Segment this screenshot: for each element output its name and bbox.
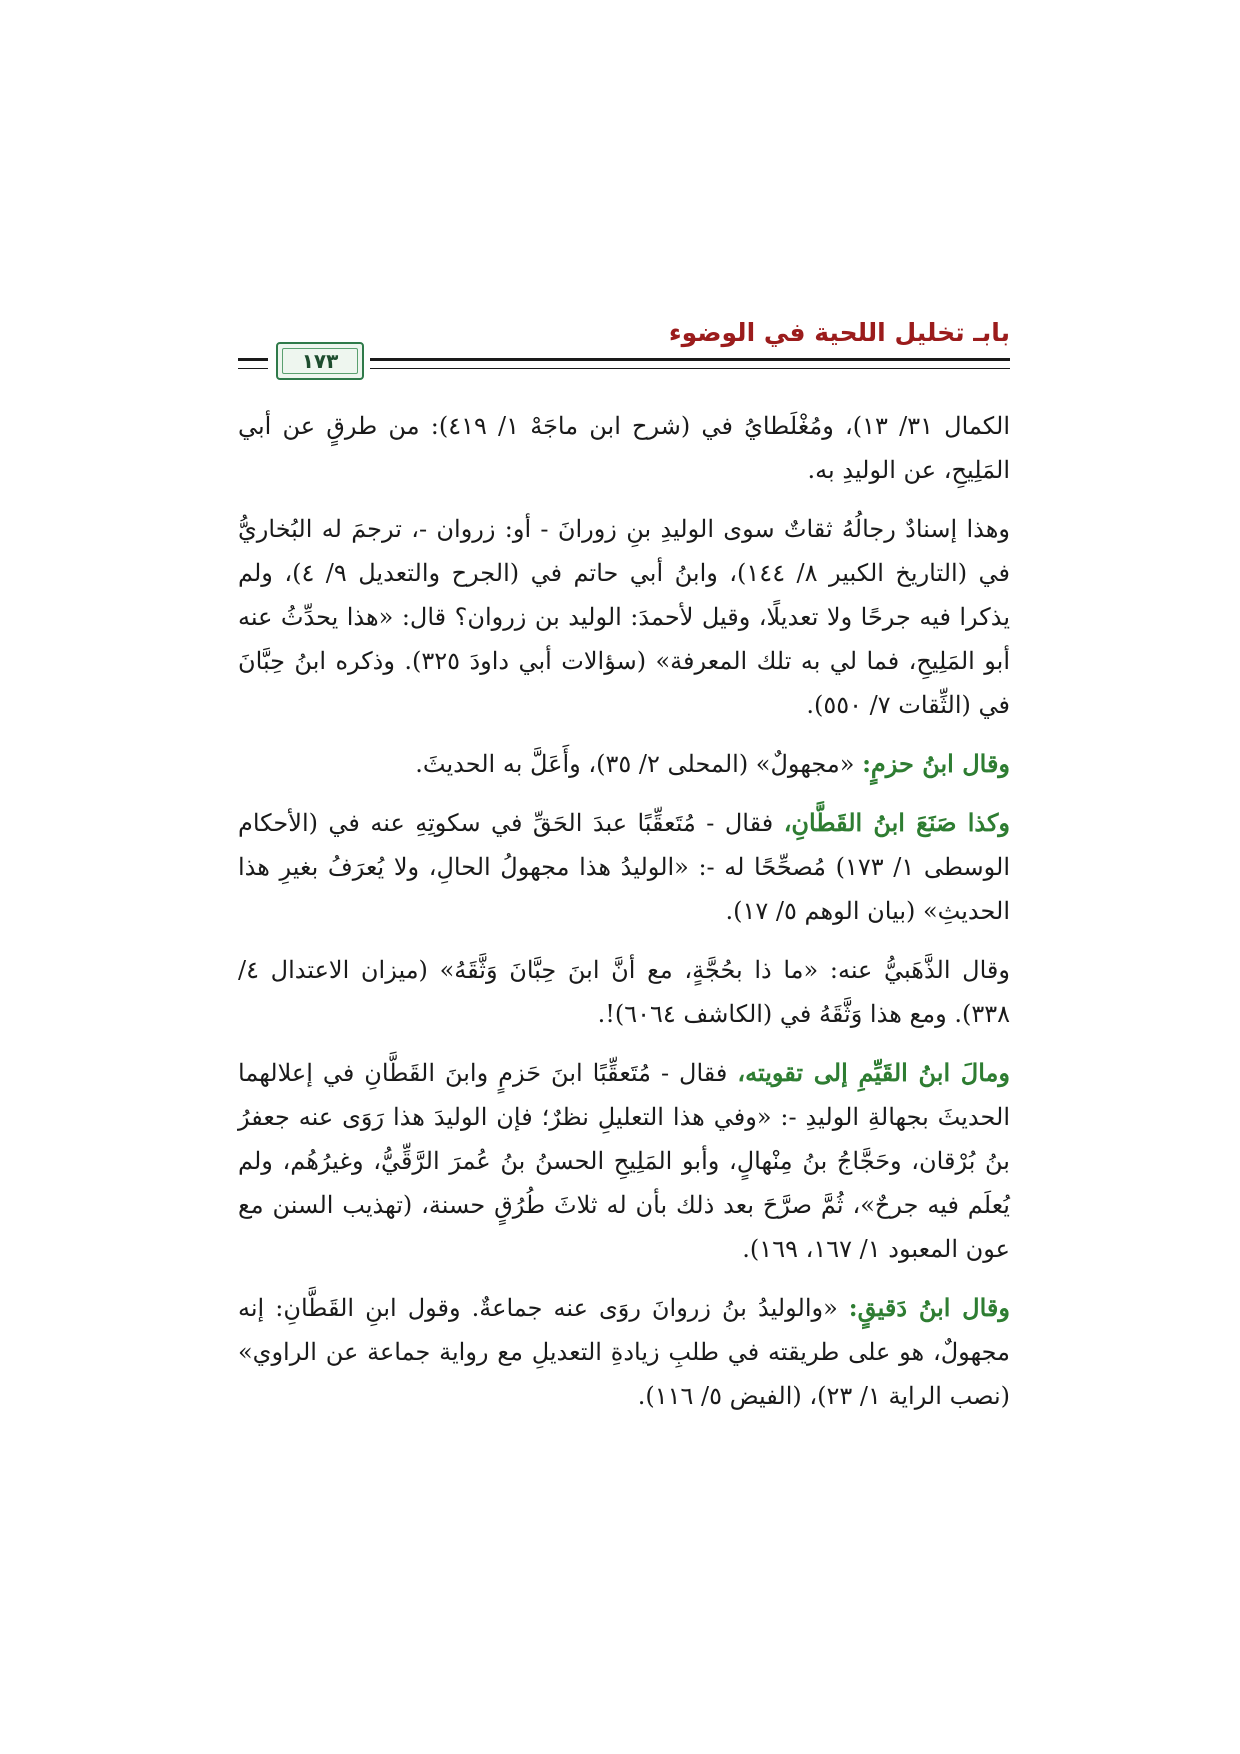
paragraph-7-highlight: وقال ابنُ دَقيقٍ: — [848, 1293, 1010, 1322]
paragraph-4-text: فقال - مُتَعقِّبًا عبدَ الحَقِّ في سكوتِهِ عنه في (الأحكام الوسطى ١/ ١٧٣) مُصحِّحًا له -: «الوليدُ هذا مجهولُ الحالِ، ولا يُعرَفُ بغيرِ هذا الحديثِ» (بيان الوهم ٥/ ١٧). — [238, 809, 1010, 925]
chapter-title: بابـ تخليل اللحية في الوضوء — [668, 318, 1010, 347]
paragraph-1-text: الكمال ٣١/ ١٣)، ومُغْلَطايُ في (شرح ابن ماجَهْ ١/ ٤١٩): من طرقٍ عن أبي المَلِيحِ، عن الوليدِ به. — [238, 412, 1011, 484]
paragraph-2-text: وهذا إسنادٌ رجالُهُ ثقاتٌ سوى الوليدِ بنِ زورانَ - أو: زروان -، ترجمَ له البُخاريُّ في (التاريخ الكبير ٨/ ١٤٤)، وابنُ أبي حاتم في (الجرح والتعديل ٩/ ٤)، ولم يذكرا فيه جرحًا ولا تعديلًا، وقيل لأحمدَ: الوليد بن زروان؟ قال: «هذا يحدِّثُ عنه أبو المَلِيحِ، فما لي به تلك المعرفة» (سؤالات أبي داودَ ٣٢٥). وذكره ابنُ حِبَّانَ في (الثِّقات ٧/ ٥٥٠). — [238, 515, 1011, 719]
paragraph-3 — [238, 742, 1010, 786]
page-body — [238, 404, 1010, 1433]
paragraph-4 — [238, 801, 1010, 933]
paragraph-5 — [238, 948, 1010, 1036]
paragraph-7-text: «والوليدُ بنُ زروانَ روَى عنه جماعةٌ. وقول ابنِ القَطَّانِ: إنه مجهولٌ، هو على طريقته في طلبِ زيادةِ التعديلِ مع رواية جماعة عن الراوي» (نصب الراية ١/ ٢٣)، (الفيض ٥/ ١١٦). — [238, 1294, 1010, 1410]
paragraph-6-text: فقال - مُتَعقِّبًا ابنَ حَزمٍ وابنَ القَطَّانِ في إعلالهما الحديثَ بجهالةِ الوليدِ -: «وفي هذا التعليلِ نظرٌ؛ فإن الوليدَ هذا رَوَى عنه جعفرُ بنُ بُرْقان، وحَجَّاجُ بنُ مِنْهالٍ، وأبو المَلِيحِ الحسنُ بنُ عُمرَ الرَّقِّيُّ، وغيرُهُم، ولم يُعلَم فيه جرحٌ»، ثُمَّ صرَّحَ بعد ذلك بأن له ثلاثَ طُرُقٍ حسنة، (تهذيب السنن مع عون المعبود ١/ ١٦٧، ١٦٩). — [238, 1059, 1010, 1263]
page-header — [238, 318, 1010, 378]
page-number: ١٧٣ — [301, 349, 339, 373]
header-rule-left — [238, 358, 268, 369]
paragraph-3-text: «مجهولٌ» (المحلى ٢/ ٣٥)، وأَعَلَّ به الحديثَ. — [415, 750, 863, 778]
paragraph-7 — [238, 1286, 1010, 1418]
paragraph-6-highlight: ومالَ ابنُ القَيِّمِ إلى تقويته، — [737, 1058, 1010, 1087]
paragraph-3-highlight: وقال ابنُ حزمٍ: — [862, 749, 1010, 778]
paragraph-6 — [238, 1051, 1010, 1271]
paragraph-2 — [238, 507, 1010, 727]
page-number-frame — [276, 342, 364, 380]
paragraph-5-text: وقال الذَّهَبيُّ عنه: «ما ذا بحُجَّةٍ، مع أنَّ ابنَ حِبَّانَ وَثَّقَهُ» (ميزان الاعتدال ٤/ ٣٣٨). ومع هذا وَثَّقَهُ في (الكاشف ٦٠٦٤)!. — [238, 956, 1010, 1028]
header-rule — [370, 358, 1010, 369]
paragraph-4-highlight: وكذا صَنَعَ ابنُ القَطَّانِ، — [783, 808, 1011, 837]
paragraph-1 — [238, 404, 1010, 492]
